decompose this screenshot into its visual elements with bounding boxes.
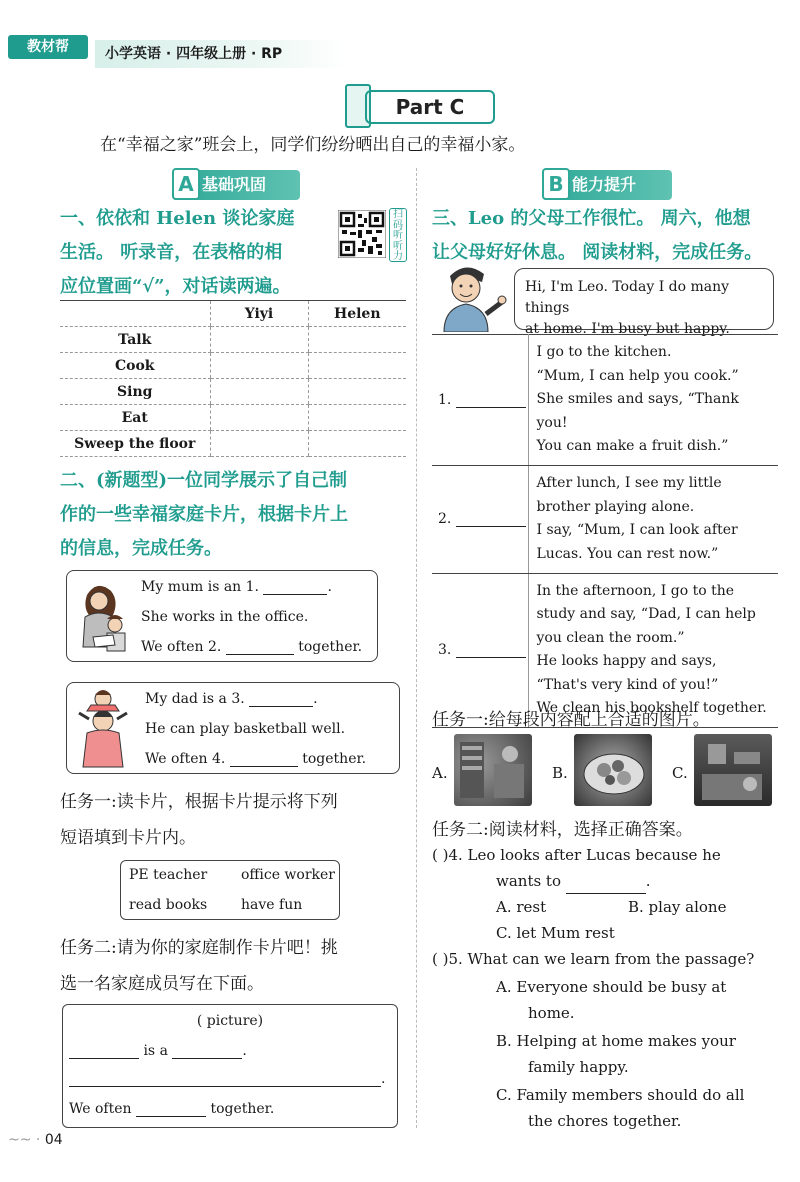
part-title-badge [345, 84, 495, 128]
blank-3[interactable] [249, 706, 313, 707]
q2-heading [60, 464, 410, 566]
answer-cell[interactable] [308, 327, 406, 353]
row-label: Talk [60, 327, 210, 353]
q1-line2: 生活。 听录音，在表格的相 [60, 242, 283, 263]
q3-task2: 任务二:阅读材料，选择正确答案。 [432, 820, 693, 840]
answer-cell[interactable] [210, 431, 308, 457]
blank-1[interactable] [263, 594, 327, 595]
table-header-cell: Yiyi [210, 301, 308, 327]
card2-line3: We often 4. together. [145, 751, 367, 767]
family-card-mum [66, 570, 378, 662]
blank-4[interactable] [230, 766, 298, 767]
passage-text: In the afternoon, I go to the study and say, “Dad, I can help you clean the room.” He looks happy and says, “That's very kind of you!” We clean his bookshelf together. [528, 573, 778, 727]
q5-option-b[interactable]: B. Helping at home makes your family happy. [496, 1032, 736, 1076]
q4-stem-cont: wants to . [496, 868, 651, 894]
q4-stem: ( )4. Leo looks after Lucas because he [432, 846, 721, 864]
picture-b-fruit-dish[interactable] [574, 734, 652, 806]
passage-text: I go to the kitchen. “Mum, I can help you cook.” She smiles and says, “Thank you! You can make a fruit dish.” [528, 335, 778, 466]
q2-line1: 二、(新题型)一位同学展示了自己制 [60, 470, 348, 491]
section-a-badge [172, 170, 300, 200]
blank-job[interactable] [172, 1058, 242, 1059]
qr-label: 扫码听听力 [389, 208, 407, 262]
table-header-cell [60, 301, 210, 327]
blank-activity[interactable] [136, 1116, 206, 1117]
brand-tag: 教材帮 [8, 35, 88, 59]
pic-label-a: A. [432, 764, 448, 782]
blank-member[interactable] [69, 1058, 139, 1059]
q5-stem: ( )5. What can we learn from the passage? [432, 950, 755, 968]
q3-heading [432, 202, 794, 270]
q5-option-a[interactable]: A. Everyone should be busy at home. [496, 978, 727, 1022]
passage-text: After lunch, I see my little brother playing alone. I say, “Mum, I can look after Lucas. You can rest now.” [528, 465, 778, 573]
page-footer [8, 1132, 63, 1148]
part-title: Part C [365, 90, 495, 124]
table-row [60, 353, 406, 379]
q3-line2: 让父母好好休息。 阅读材料，完成任务。 [432, 242, 763, 263]
picture-a-study[interactable] [454, 734, 532, 806]
answer-cell[interactable] [210, 327, 308, 353]
phrase-box [120, 860, 340, 920]
q2-line3: 的信息，完成任务。 [60, 538, 222, 559]
answer-cell[interactable] [210, 353, 308, 379]
row-label: Sing [60, 379, 210, 405]
card1-line3: We often 2. together. [141, 639, 363, 655]
answer-cell[interactable] [210, 405, 308, 431]
family-card-dad [66, 682, 400, 774]
q2-line2: 作的一些幸福家庭卡片，根据卡片上 [60, 504, 348, 525]
dad-and-child-illustration [73, 687, 135, 771]
blank-picture-3[interactable] [456, 657, 526, 658]
answer-cell[interactable] [308, 379, 406, 405]
speech-line1: Hi, I'm Leo. Today I do many things [525, 279, 730, 316]
mum-and-child-illustration [73, 577, 135, 657]
table-row [60, 379, 406, 405]
column-divider [416, 168, 417, 1128]
q3-passage-table [432, 334, 778, 728]
blank-picture-2[interactable] [456, 526, 526, 527]
answer-cell[interactable] [308, 405, 406, 431]
q1-line3: 应位置画“√”，对话读两遍。 [60, 276, 291, 297]
row-number: 3. [432, 573, 528, 727]
card2-line2: He can play basketball well. [145, 721, 346, 737]
phrase[interactable]: PE teacher [129, 867, 208, 883]
card2-line1: My dad is a 3. . [145, 691, 318, 707]
row-label: Eat [60, 405, 210, 431]
task2-instruction: 任务二:请为你的家庭制作卡片吧！挑 选一名家庭成员写在下面。 [60, 938, 338, 994]
pic-label-b: B. [552, 764, 568, 782]
passage-row [432, 335, 778, 466]
blank-sentence[interactable] [69, 1086, 381, 1087]
row-label: Sweep the floor [60, 431, 210, 457]
phrase[interactable]: read books [129, 897, 208, 913]
book-title: 小学英语 · 四年级上册 · RP [95, 40, 345, 68]
task1-instruction: 任务一:读卡片，根据卡片提示将下列 短语填到卡片内。 [60, 792, 338, 848]
q1-line1: 一、依依和 Helen 谈论家庭 [60, 208, 295, 229]
q4-option-c[interactable]: C. let Mum rest [496, 924, 615, 942]
table-header-row [60, 301, 406, 327]
picture-placeholder: ( picture) [196, 1013, 264, 1029]
leo-speech-bubble [514, 268, 774, 337]
card3-line2: . [69, 1071, 385, 1087]
table-row [60, 431, 406, 457]
card3-line1: is a . [69, 1043, 247, 1059]
row-number: 2. [432, 465, 528, 573]
table-row [60, 405, 406, 431]
section-b-badge [542, 170, 672, 200]
passage-row [432, 465, 778, 573]
q3-task1: 任务一:给每段内容配上合适的图片。 [432, 710, 710, 730]
row-label: Cook [60, 353, 210, 379]
picture-c-playing[interactable] [694, 734, 772, 806]
answer-cell[interactable] [210, 379, 308, 405]
section-b-label: 能力提升 [572, 175, 637, 194]
q4-option-b[interactable]: B. play alone [628, 898, 727, 916]
blank-picture-1[interactable] [456, 407, 526, 408]
section-b-letter: B [542, 168, 570, 200]
q1-table [60, 300, 406, 457]
leo-illustration [436, 262, 508, 332]
speech-line2: at home. I'm busy but happy. [525, 321, 730, 337]
pic-label-c: C. [672, 764, 688, 782]
card1-line2: She works in the office. [141, 609, 309, 625]
blank-2[interactable] [226, 654, 294, 655]
card1-line1: My mum is an 1. . [141, 579, 332, 595]
intro-text: 在“幸福之家”班会上，同学们纷纷晒出自己的幸福小家。 [100, 135, 526, 155]
table-row [60, 327, 406, 353]
section-a-letter: A [172, 168, 200, 200]
page-deco-icon: ~~ · [8, 1132, 41, 1148]
section-a-label: 基础巩固 [202, 175, 267, 194]
page-number: 04 [44, 1132, 63, 1148]
answer-cell[interactable] [308, 431, 406, 457]
phrase[interactable]: office worker [241, 867, 335, 883]
q3-line1: 三、Leo 的父母工作很忙。 周六，他想 [432, 208, 751, 229]
q5-option-c[interactable]: C. Family members should do all the chores together. [496, 1086, 745, 1130]
row-number: 1. [432, 335, 528, 466]
table-header-cell: Helen [308, 301, 406, 327]
make-your-card [62, 1004, 398, 1128]
q4-option-a[interactable]: A. rest [496, 898, 547, 916]
q1-heading [60, 202, 340, 304]
qr-code-icon[interactable] [338, 210, 386, 258]
phrase[interactable]: have fun [241, 897, 303, 913]
answer-cell[interactable] [308, 353, 406, 379]
card3-line3: We often together. [69, 1101, 275, 1117]
